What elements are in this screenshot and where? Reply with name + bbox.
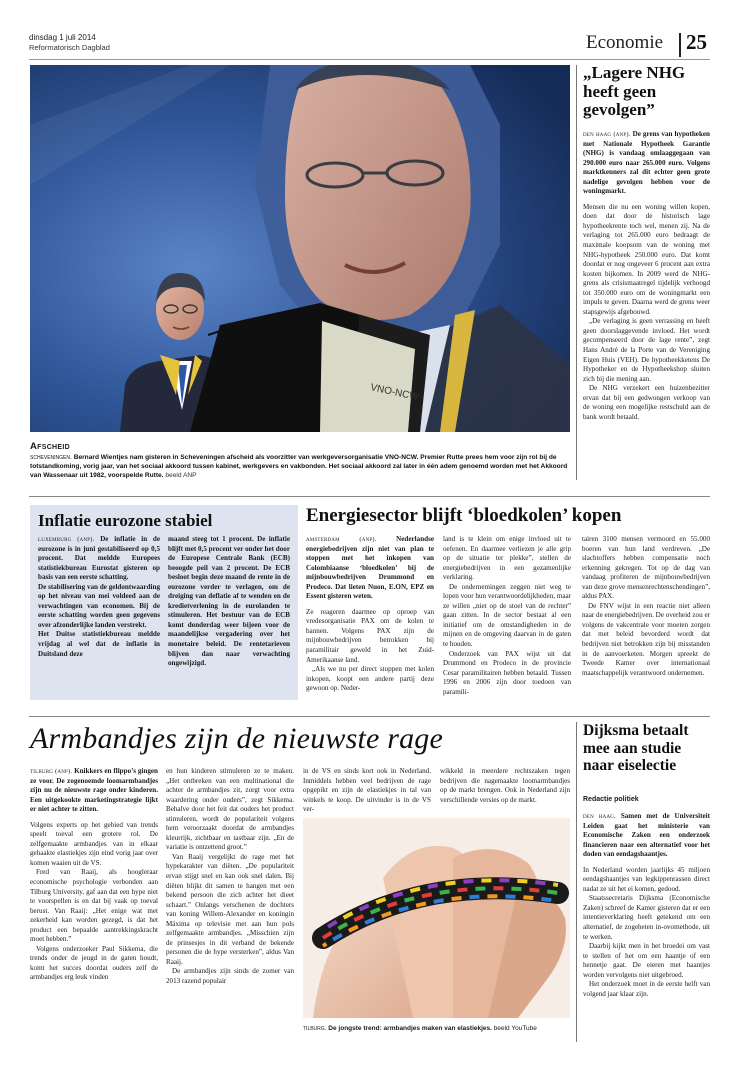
inflatie-lead: De inflatie in de eurozone is in juni gestabiliseerd op 0,5 procent. Dat meldde Europees statistiekbureau Eurostat gisteren op basis van een eerste schatting. xyxy=(38,535,160,582)
energie-headline: Energiesector blijft ‘bloedkolen’ kopen xyxy=(306,505,622,526)
inflatie-dateline: luxemburg (anp). xyxy=(38,536,95,543)
energie-dateline: amsterdam (anp). xyxy=(306,536,377,543)
inflatie-paragraph-3: Het Duitse statistiekbureau meldde vrijdag al wel dat de inflatie in Duitsland deze xyxy=(38,630,160,658)
nhg-headline: „Lagere NHG heeft geen gevolgen” xyxy=(583,63,686,119)
energie-paragraph-3: „Als we nu per direct stoppen met kolen inkopen, koopt een andere partij deze gewoon op. Neder- xyxy=(306,665,434,693)
dijksma-headline: Dijksma betaalt mee aan studie naar eiselectie xyxy=(583,722,689,774)
dijksma-paragraph-3: Daarbij kijkt men in het broedei om vast te stellen of het om een haantje of een hennetje gaat. De eieren met haantjes worden vervolgens niet uitgebroed. xyxy=(583,942,710,979)
bracelet-caption-credit: beeld YouTube xyxy=(493,1025,537,1032)
energie-paragraph-8: De FNV wijst in een reactie niet alleen naar de energiebedrijven. De overheid zou er volgens de vakcentrale voor moeten zorgen dat met beleid bevorderd wordt dat bedrijven niet betrokken zijn bij misstanden in de aanvoerketen. Morgen spreekt de Tweede Kamer over internationaal maatschappelijk verantwoord ondernemen. xyxy=(582,601,710,677)
section-rule-2 xyxy=(29,716,710,717)
armbandjes-col-3: in de VS en sinds kort ook in Nederland. Inmiddels hebben veel bedrijven de rage opgepikt en zijn de elastiekjes in tal van winkels te koop. De uitvinder is in de VS ver- xyxy=(303,767,431,814)
photo-caption-heading: Afscheid xyxy=(30,441,70,452)
section-rule-1 xyxy=(29,496,710,497)
photo-column-rule xyxy=(576,65,577,480)
caption-dateline: scheveningen. xyxy=(30,454,72,461)
armbandjes-col-2 xyxy=(166,767,294,987)
armbandjes-dateline: tilburg (anp). xyxy=(30,768,73,775)
dijksma-byline: Redactie politiek xyxy=(583,796,639,803)
armbandjes-paragraph-4: Volgens onderzoeker Paul Sikkema, die trends onder de jeugd in de gaten houdt, komt het succes doordat ouders zelf de armbandjes erg leuk vinden xyxy=(30,944,158,982)
nhg-paragraph-1: Mensen die nu een woning willen kopen, doen dat door de historisch lage hypotheekrente toch wel, menen zij. Na de verlaging tot 265.000 euro bedraagt de maximale koopsom van de woning met NHG-hypotheek 250.000 euro. Dat komt doordat er nog ongeveer 6 procent aan extra kosten bijkomen. In 2009 werd de NHG-grens als crisismaatregel tijdelijk verhoogd tot 350.000 euro om de woningmarkt een impuls te geven. Daarna werd de grens weer stapsgewijs afgebouwd. xyxy=(583,202,710,316)
energie-paragraph-2: Ze reageren daarmee op oproep van vredesorganisatie PAX om de kolen te bannen. Volgens PAX zijn de mijnbouwbedrijven betrokken bij paramilitair geweld in het Zuid-Amerikaanse land. xyxy=(306,607,434,664)
dijksma-paragraph-2: Staatssecretaris Dijksma (Economische Zaken) schreef de Kamer gisteren dat er een intentieverklaring heeft getekend om een alternatief, de zogeheten in-ovomethode, uit te werken. xyxy=(583,894,710,941)
energie-paragraph-7: tairen 3100 mensen vermoord en 55.000 boeren van hun land verdreven. „De slachtoffers hebben compensatie noch erkenning gekregen. Tot op de dag van vandaag profiteren de mijnbouwbedrijven van deze grove mensenrechtenschendingen”, aldus PAX. xyxy=(582,535,710,601)
armbandjes-lead: Knikkers en flippo’s gingen ze voor. De zogenoemde loomarmbandjes zijn nu de nieuwste rage onder kinderen. Een uitgekookte marketingstrategie lijkt er niet achter te zitten. xyxy=(30,767,158,814)
energie-paragraph-4: land is te klein om enige invloed uit te oefenen. En daarmee verliezen je alle grip op de situatie ter plekke”, stellen de energiebedrijven in een gezamenlijke verklaring. xyxy=(443,535,571,582)
caption-credit: beeld ANP xyxy=(165,472,197,480)
dijksma-lead: Samen met de Universiteit Leiden gaat het ministerie van Economische Zaken een onderzoek financieren naar een alternatief voor het doden van eendagshaantjes. xyxy=(583,812,710,859)
nhg-paragraph-2: „De verlaging is geen verrassing en heeft geen doorslaggevende invloed. Het wordt gecompenseerd door de lage rente”, zegt Hans André de la Porte van de Vereniging Eigen Huis (VEH). De hypotheekketens De Hypotheker en de Hypotheekshop sluiten zich bij die mening aan. xyxy=(583,317,710,383)
energie-paragraph-5: De ondernemingen zeggen niet weg te lopen voor hun verantwoordelijkheden, maar ze willen „niet op de stoel van de rechter” gaan zitten. In de sector bestaat al een initiatief om de omstandigheden in de mijnen en de omgeving daarvan in de gaten te houden. xyxy=(443,582,571,649)
caption-text: Bernard Wientjes nam gisteren in Scheveningen afscheid als voorzitter van werkgeversorganisatie VNO-NCW. Premier Rutte prees hem voor zijn rol bij de totstandkoming, vorig jaar, van het sociaal akkoord tussen kabinet, werkgevers en vakbonden. Het sociaal akkoord zal later in één adem genoemd worden met het Akkoord van Wassenaar uit 1982, voorspelde Rutte. xyxy=(30,454,568,480)
page-number: 25 xyxy=(686,30,707,54)
bracelet-caption-text: De jongste trend: armbandjes maken van elastiekjes. xyxy=(328,1025,492,1032)
dijksma-paragraph-4: Het onderzoek moet in de eerste helft van volgend jaar klaar zijn. xyxy=(583,980,710,998)
podium-logo: VNO-NCW xyxy=(369,382,420,404)
nhg-paragraph-3: De NHG verzekert een huizenbezitter ervan dat bij een gedwongen verkoop van de woning een mogelijke restschuld aan de bank wordt betaald. xyxy=(583,384,710,421)
photo-caption xyxy=(30,453,570,481)
armbandjes-paragraph-3: Fred van Raaij, als hoogleraar economische psychologie verbonden aan Tilburg University, gaf aan dat een hype niet te voorspellen is en dat bij vaak op toeval berust. Van Raaij: „Het enige wat met zekerheid kan worden gezegd, is dat het product een bepaalde aantrekkingskracht moet hebben.” xyxy=(30,868,158,944)
inflatie-paragraph-2: De stabilisering van de geldontwaarding op het niveau van mei voldeed aan de verwachtingen van economen. Bij de eerste schatting worden geen gegevens over afzonderlijke landen verstrekt. xyxy=(38,582,160,629)
inflatie-col-2: maand steeg tot 1 procent. De inflatie blijft met 0,5 procent ver onder het door de Europese Centrale Bank (ECB) beoogde peil van 2 procent. De ECB besloot begin deze maand de rente in de eurozone verder te verlagen, om de dreiging van deflatie af te wenden en de kredietverlening in de eurolanden te stimuleren. Het bestuur van de ECB komt donderdag weer bijeen voor de maandelijkse vergadering over het monetaire beleid. De rentetarieven blijven dan naar verwachting ongewijzigd. xyxy=(168,535,290,668)
section-title: Economie xyxy=(586,32,664,53)
energie-col-1 xyxy=(306,535,434,694)
dijksma-article xyxy=(583,812,710,999)
nhg-dateline: den haag (anp). xyxy=(583,131,631,138)
header-date: dinsdag 1 juli 2014 xyxy=(29,33,96,42)
armbandjes-paragraph-6: Van Raaij vergelijkt de rage met het hypekarakter van diëten. „De populariteit ervan stijgt snel en kan ook snel dalen. Bij diëten blijkt dit samen te hangen met een bekend persoon die zich achter het dieet schaart.” Onlangs verschenen de dochters van koning Willem-Alexander en koningin Máxima op televisie met aan hun pols zelfgemaakte armbandjes. „Misschien zijn de prinsesjes in dit verband de bekende personen die de hype versterken”, aldus Van Raaij. xyxy=(166,852,294,966)
header-divider xyxy=(679,33,681,57)
header-paper: Reformatorisch Dagblad xyxy=(29,43,110,52)
armbandjes-headline: Armbandjes zijn de nieuwste rage xyxy=(30,722,444,755)
energie-lead: Nederlandse energiebedrijven zijn niet van plan te stoppen met het inkopen van Colombiaanse ‘bloedkolen’ bij de mijnbouwbedrijven Drummond en Prodeco. Dat lieten Nuon, E.ON, EPZ en Essent gisteren weten. xyxy=(306,535,434,601)
nhg-article xyxy=(583,130,710,422)
main-photo xyxy=(30,65,570,432)
nhg-lead: De grens van hypotheken met Nationale Hypotheek Garantie (NHG) is vandaag omlaaggegaan van 290.000 euro naar 265.000 euro. Volgens marktkenners zal dit echter geen grote nadelige gevolgen hebben voor de woningmarkt. xyxy=(583,130,710,196)
energie-paragraph-6: Onderzoek van PAX wijst uit dat Drummond en Prodeco in de provincie Cesar paramilitairen hebben betaald. Tussen 1996 en 2006 zijn door toedoen van paramili- xyxy=(443,649,571,696)
armbandjes-col-1 xyxy=(30,767,158,983)
armbandjes-paragraph-7: De armbandjes zijn sinds de zomer van 2013 razend populair xyxy=(166,967,294,986)
bracelet-photo xyxy=(303,818,570,1018)
inflatie-headline: Inflatie eurozone stabiel xyxy=(38,511,213,530)
header-rule xyxy=(29,59,710,60)
dijksma-dateline: den haag. xyxy=(583,813,616,820)
dijksma-column-rule xyxy=(576,722,577,1042)
bracelet-caption xyxy=(303,1024,570,1033)
energie-col-2 xyxy=(443,535,571,697)
armbandjes-col-4: wikkeld in meerdere rechtszaken tegen bedrijven die nagemaakte loomarmbandjes op de markt brengen. Ook in Nederland zijn verschillende versies op de markt. xyxy=(440,767,570,804)
bracelet-caption-place: tilburg. xyxy=(303,1025,327,1032)
armbandjes-paragraph-5: en hun kinderen stimuleren ze te maken. „Het ontbreken van een multinational die achter de armbandjes zit, zorgt voor extra waardering onder ouders”, zegt Sikkema. Behalve door het feit dat ouders het product stimuleren, wordt de populariteit volgens hem veroorzaakt doordat de armbandjes kleurrijk, zichtbaar en tastbaar zijn. „En de variatie is ontzettend groot.” xyxy=(166,767,294,852)
inflatie-col-1 xyxy=(38,535,160,659)
armbandjes-paragraph-2: Volgens experts op het gebied van trends speelt toeval een grotere rol. De zelfgemaakte armbandjes van in elkaar gehaakte elastiekjes zijn eind vorig jaar over komen waaien uit de VS. xyxy=(30,820,158,867)
energie-col-3 xyxy=(582,535,710,678)
dijksma-paragraph-1: In Nederland worden jaarlijks 45 miljoen eendagshaantjes van legkippenrassen direct nadat ze uit het ei komen, gedood. xyxy=(583,865,710,893)
